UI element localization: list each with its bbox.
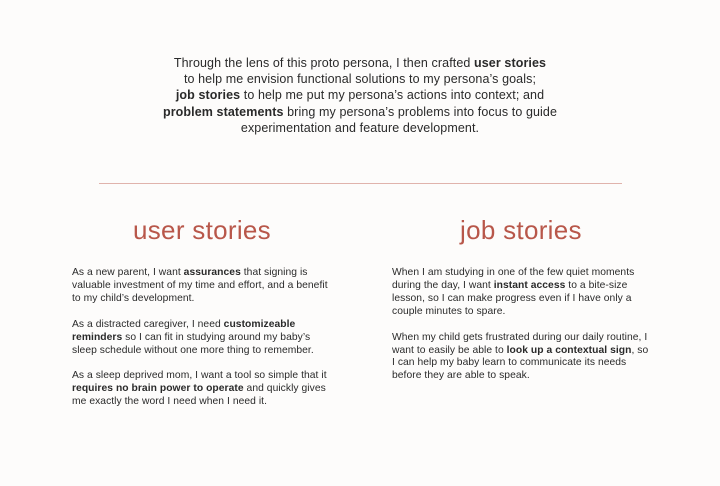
story-text: and quickly gives me exactly the word I need when I need it. (72, 383, 326, 408)
job-story (392, 267, 654, 319)
intro-line (0, 87, 720, 103)
intro-text: Through the lens of this proto persona, I then crafted (173, 56, 475, 70)
intro-emphasis: problem statements (162, 104, 284, 119)
intro-line (0, 55, 720, 71)
intro-paragraph (0, 55, 720, 136)
user-stories-heading: user stories (133, 215, 271, 245)
job-stories-column (392, 267, 654, 396)
intro-emphasis: job stories (175, 88, 241, 103)
story-emphasis: instant access (493, 279, 566, 291)
intro-emphasis: user stories (474, 56, 547, 70)
intro-line (0, 71, 720, 87)
story-text: When my child gets frustrated during our daily routine, I want to easily be able to (392, 331, 648, 356)
user-story (72, 370, 334, 409)
story-text: As a new parent, I want (72, 267, 184, 278)
intro-text: to help me put my persona’s actions into context; and (240, 88, 545, 103)
story-text: so I can fit in studying around my baby’s sleep schedule without one more thing to remember. (72, 331, 314, 356)
user-story (72, 267, 334, 306)
intro-text: experimentation and feature development. (240, 120, 480, 135)
story-text: to a bite-size lesson, so I can make progress even if I have only a couple minutes to spare. (392, 279, 632, 317)
story-text: , so I can help my baby learn to communicate its needs before they are able to speak. (392, 344, 649, 382)
intro-text: to help me envision functional solutions to my persona’s goals; (183, 72, 537, 87)
story-emphasis: requires no brain power to operate (72, 383, 244, 395)
story-emphasis: customizeable reminders (72, 318, 296, 343)
intro-text: bring my persona’s problems into focus to guide (283, 104, 558, 119)
section-divider (99, 183, 622, 184)
story-emphasis: look up a contextual sign (506, 344, 632, 356)
story-emphasis: assurances (183, 267, 241, 278)
job-stories-heading: job stories (460, 215, 582, 245)
intro-line (0, 120, 720, 136)
story-text: As a sleep deprived mom, I want a tool so simple that it (72, 370, 327, 382)
story-text: As a distracted caregiver, I need (72, 318, 224, 330)
user-story (72, 319, 334, 358)
story-text: When I am studying in one of the few quiet moments during the day, I want (392, 267, 635, 291)
intro-line (0, 104, 720, 120)
story-text: that signing is valuable investment of my time and effort, and a benefit to my child’s development. (72, 267, 328, 304)
user-stories-column (72, 267, 334, 422)
job-story (392, 332, 654, 384)
